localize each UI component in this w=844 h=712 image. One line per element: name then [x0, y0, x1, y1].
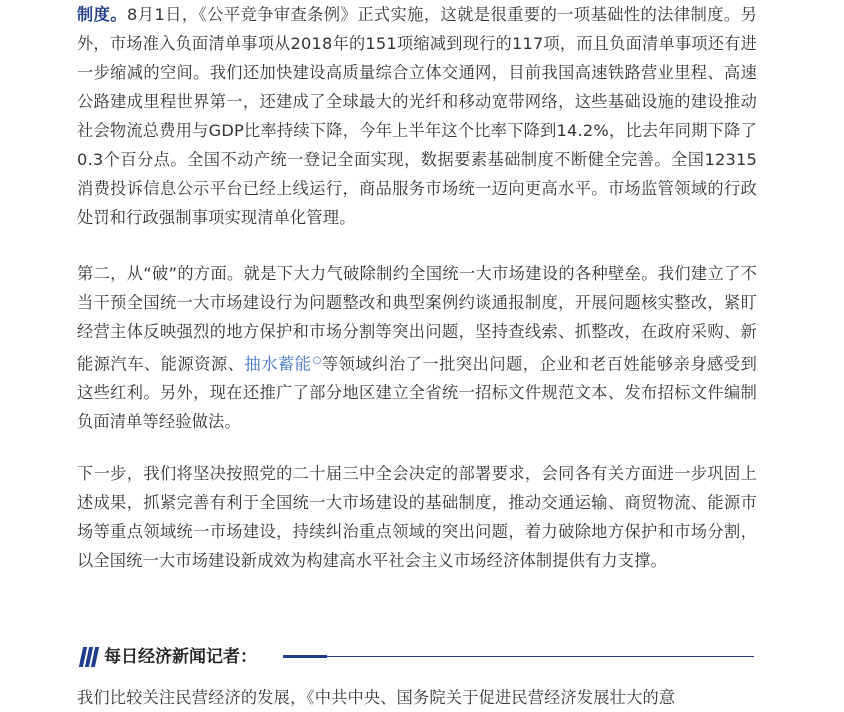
section-divider-line — [283, 656, 754, 657]
paragraph-next-steps — [77, 459, 757, 575]
paragraph-text: 第二，从“破”的方面。就是下大力气破除制约全国统一大市场建设的各种壁垒。我们建立了不当干预全国统一大市场建设行为问题整改和典型案例约谈通报制度，开展问题核实整改，紧盯经营主体反映强烈的地方保护和市场分割等突出问题，坚持查线索、抓整改，在政府采购、新能源汽车、能源资源、 — [77, 264, 757, 374]
paragraph-private-economy-question — [77, 683, 757, 712]
paragraph-breaking-barriers — [77, 259, 757, 436]
section-heading-reporter — [78, 643, 754, 671]
paragraph-text: 下一步，我们将坚决按照党的二十届三中全会决定的部署要求，会同各有关方面进一步巩固上述成果，抓紧完善有利于全国统一大市场建设的基础制度，推动交通运输、商贸物流、能源市场等重点领域统一市场建设，持续纠治重点领域的突出问题，着力破除地方保护和市场分割，以全国统一大市场建设新成效为构建高水平社会主义市场经济体制提供有力支撑。 — [77, 464, 757, 570]
paragraph-text: 8月1日，《公平竞争审查条例》正式实施，这就是很重要的一项基础性的法律制度。另外，市场准入负面清单事项从2018年的151项缩减到现行的117项，而且负面清单事项还有进一步缩减的空间。我们还加快建设高质量综合立体交通网，目前我国高速铁路营业里程、高速公路建成里程世界第一，还建成了全球最大的光纤和移动宽带网络，这些基础设施的建设推动社会物流总费用与GDP比率持续下降，今年上半年这个比率下降到14.2%，比去年同期下降了0.3个百分点。全国不动产统一登记全面实现，数据要素基础制度不断健全完善。全国12315消费投诉信息公示平台已经上线运行，商品服务市场统一迈向更高水平。市场监管领域的行政处罚和行政强制事项实现清单化管理。 — [77, 5, 757, 227]
pumped-storage-link[interactable]: 抽水蓄能 — [244, 354, 312, 374]
paragraph-text: 等领域纠治了一批突出问题，企业和老百姓能够亲身感受到这些红利。另外，现在还推广了部分地区建立全省统一招标文件规范文本、发布招标文件编制负面清单等经验做法。 — [77, 354, 757, 432]
paragraph-text: 我们比较关注民营经济的发展，《中共中央、国务院关于促进民营经济发展壮大的意 — [77, 688, 676, 707]
link-circle-icon: ○ — [312, 355, 322, 366]
section-divider-accent — [283, 655, 327, 658]
triple-bar-icon — [78, 647, 96, 667]
paragraph-lead-bold: 制度。 — [77, 5, 128, 24]
section-heading-title: 每日经济新闻记者： — [104, 647, 257, 667]
paragraph-unified-market-foundation — [77, 0, 757, 232]
